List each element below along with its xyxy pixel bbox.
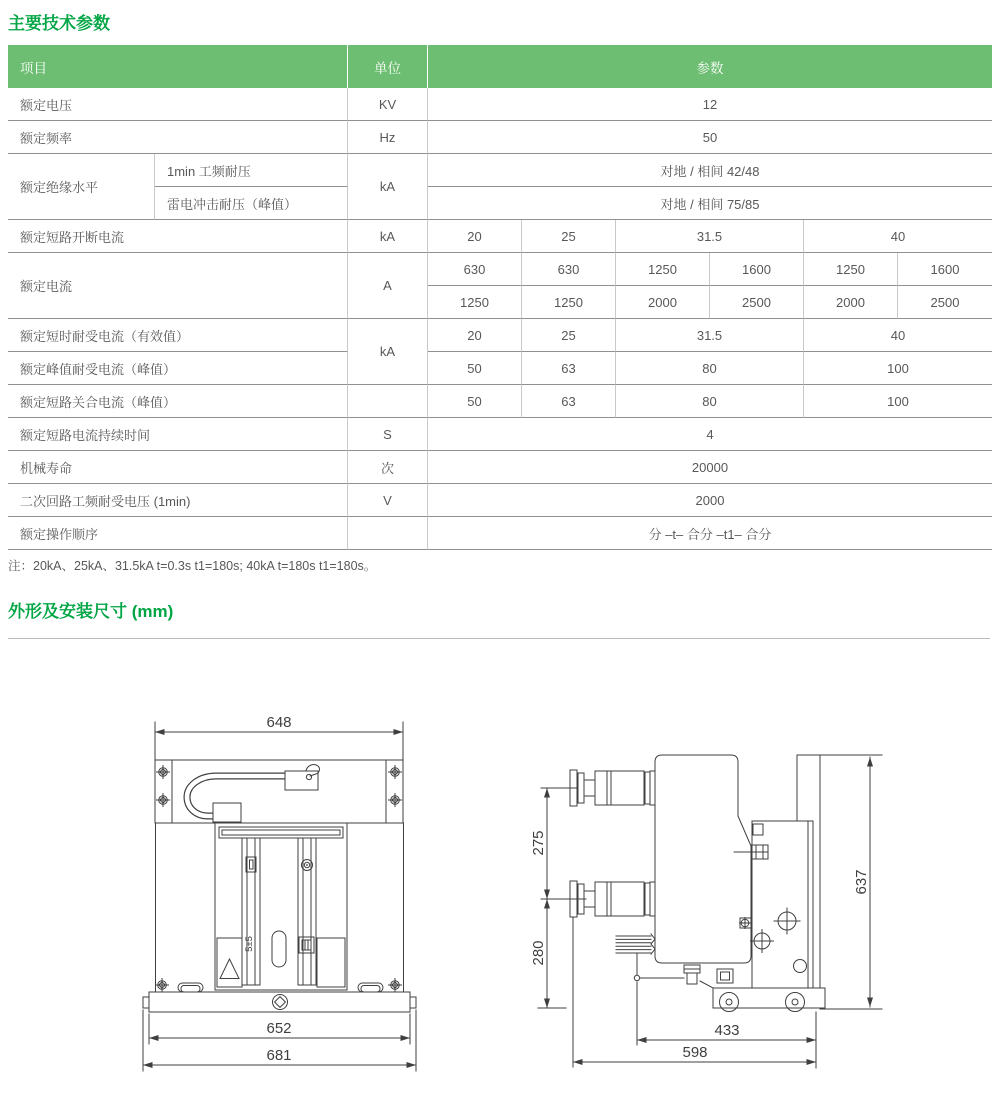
value-cell: 31.5 <box>616 220 804 253</box>
section-title-dimensions: 外形及安装尺寸 (mm) <box>8 602 174 621</box>
mounting-hole-icon <box>389 766 402 779</box>
value-cell: 1600 <box>898 253 992 286</box>
value-cell: 31.5 <box>616 319 804 352</box>
value-cell: 2500 <box>710 286 804 319</box>
value-cell: 63 <box>522 385 616 418</box>
dim-648-label: 648 <box>266 714 292 731</box>
technical-parameters-table <box>8 45 992 550</box>
table-row <box>8 220 992 253</box>
value-cell: 1600 <box>710 253 804 286</box>
table-footnote: 注：20kA、25kA、31.5kA t=0.3s t1=180s; 40kA t=180s t1=180s。 <box>8 559 377 573</box>
value-cell: 80 <box>616 385 804 418</box>
row-label-cell: 额定短时耐受电流（有效值） <box>8 319 348 352</box>
value-cell: 630 <box>428 253 522 286</box>
dim-681-label: 681 <box>266 1047 292 1064</box>
row-label-cell: 雷电冲击耐压（峰值） <box>155 187 348 220</box>
row-label-cell: 1min 工频耐压 <box>155 154 348 187</box>
front-view-drawing <box>143 714 416 1071</box>
table-header-row <box>8 45 992 88</box>
table-row <box>8 418 992 451</box>
dim-280-label: 280 <box>530 940 547 966</box>
row-label-cell: 额定短路关合电流（峰值） <box>8 385 348 418</box>
table-row <box>8 451 992 484</box>
value-cell: 对地 / 相间 75/85 <box>428 187 992 220</box>
value-cell: 80 <box>616 352 804 385</box>
value-cell: 50 <box>428 385 522 418</box>
value-cell: 2000 <box>804 286 898 319</box>
value-cell: 20 <box>428 319 522 352</box>
value-cell: 50 <box>428 121 992 154</box>
row-label-cell: 额定电流 <box>8 253 348 319</box>
header-unit: 单位 <box>348 45 428 88</box>
table-row <box>8 352 992 385</box>
value-cell: 100 <box>804 352 992 385</box>
dim-433-label: 433 <box>714 1022 740 1039</box>
unit-cell: Hz <box>348 121 428 154</box>
value-cell: 25 <box>522 220 616 253</box>
table-row <box>8 319 992 352</box>
unit-cell: 次 <box>348 451 428 484</box>
header-param: 参数 <box>428 45 992 88</box>
value-cell: 1250 <box>522 286 616 319</box>
row-group-cell: 额定绝缘水平 <box>8 154 155 220</box>
value-cell: 1250 <box>804 253 898 286</box>
value-cell: 630 <box>522 253 616 286</box>
value-cell: 4 <box>428 418 992 451</box>
warning-triangle-icon <box>220 959 239 979</box>
table-row <box>8 484 992 517</box>
dimension-drawings <box>0 690 1000 1100</box>
value-cell: 50 <box>428 352 522 385</box>
plate-marking-label: 5±5 <box>244 936 255 952</box>
side-view-drawing <box>530 755 882 1068</box>
value-cell: 2500 <box>898 286 992 319</box>
table-row <box>8 88 992 121</box>
value-cell: 20 <box>428 220 522 253</box>
value-cell: 12 <box>428 88 992 121</box>
row-label-cell: 二次回路工频耐受电压 (1min) <box>8 484 348 517</box>
header-item: 项目 <box>8 45 348 88</box>
mounting-hole-icon <box>156 979 169 992</box>
table-row <box>8 187 992 220</box>
value-cell: 1250 <box>616 253 710 286</box>
section-divider <box>8 638 990 639</box>
row-label-cell: 额定短路电流持续时间 <box>8 418 348 451</box>
dim-598-label: 598 <box>682 1044 708 1061</box>
unit-cell: A <box>348 253 428 319</box>
row-label-cell: 机械寿命 <box>8 451 348 484</box>
row-label-cell: 额定电压 <box>8 88 348 121</box>
value-cell: 2000 <box>428 484 992 517</box>
value-cell: 63 <box>522 352 616 385</box>
value-cell: 2000 <box>616 286 710 319</box>
table-row <box>8 121 992 154</box>
unit-cell <box>348 385 428 418</box>
row-label-cell: 额定峰值耐受电流（峰值） <box>8 352 348 385</box>
mounting-hole-icon <box>157 766 170 779</box>
unit-cell: kA <box>348 220 428 253</box>
value-cell: 25 <box>522 319 616 352</box>
mounting-hole-icon <box>389 979 402 992</box>
value-cell: 1250 <box>428 286 522 319</box>
unit-cell: kA <box>348 319 428 385</box>
value-cell: 对地 / 相间 42/48 <box>428 154 992 187</box>
table-row <box>8 385 992 418</box>
dim-637-label: 637 <box>853 869 870 895</box>
value-cell: 40 <box>804 319 992 352</box>
unit-cell <box>348 517 428 550</box>
table-row <box>8 517 992 550</box>
unit-cell: S <box>348 418 428 451</box>
value-cell: 100 <box>804 385 992 418</box>
row-label-cell: 额定操作顺序 <box>8 517 348 550</box>
dim-652-label: 652 <box>266 1020 292 1037</box>
unit-cell: KV <box>348 88 428 121</box>
value-cell: 分 –t– 合分 –t1– 合分 <box>428 517 992 550</box>
unit-cell: kA <box>348 154 428 220</box>
table-row <box>8 154 992 187</box>
dim-275-label: 275 <box>530 830 547 856</box>
section-title-main-parameters: 主要技术参数 <box>8 14 110 33</box>
value-cell: 40 <box>804 220 992 253</box>
mounting-hole-icon <box>389 794 402 807</box>
unit-cell: V <box>348 484 428 517</box>
table-row <box>8 253 992 286</box>
mounting-hole-icon <box>157 794 170 807</box>
row-label-cell: 额定频率 <box>8 121 348 154</box>
row-label-cell: 额定短路开断电流 <box>8 220 348 253</box>
value-cell: 20000 <box>428 451 992 484</box>
